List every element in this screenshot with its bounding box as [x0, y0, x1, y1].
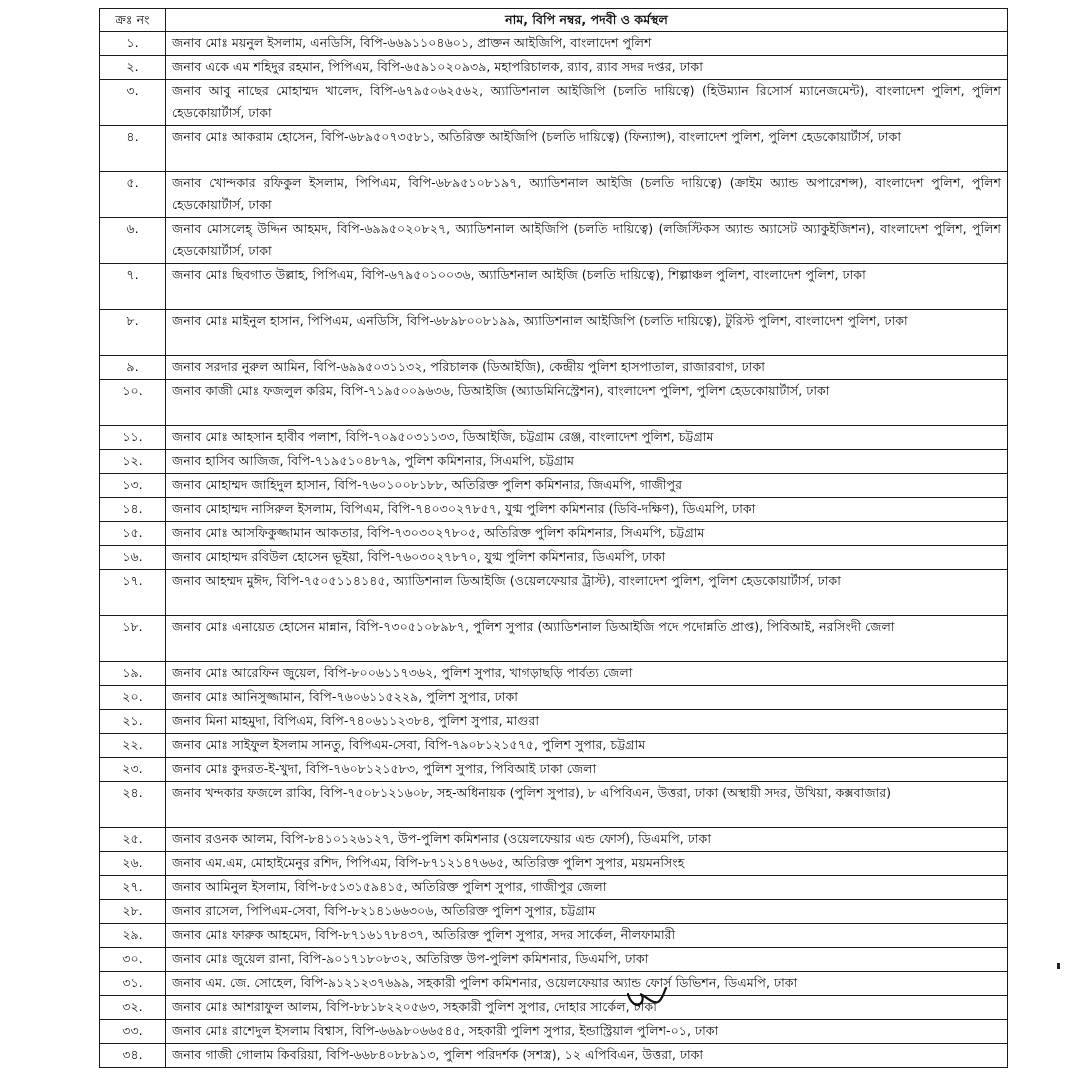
officer-details: জনাব মোঃ আহসান হাবীব পলাশ, বিপি-৭০৯৫০৩১১৩৩, ডিআইজি, চট্টগ্রাম রেঞ্জ, বাংলাদেশ পুলিশ, চট্টগ্রাম	[166, 426, 1008, 450]
serial-number: ১৭.	[100, 570, 166, 616]
officer-details: জনাব খোন্দকার রফিকুল ইসলাম, পিপিএম, বিপি-৬৮৯৫১০৮১৯৭, অ্যাডিশনাল আইজি (চলতি দায়িত্বে) (ক্রাইম অ্যান্ড অপারেশন্স), বাংলাদেশ পুলিশ, পুলিশ হেডকোয়ার্টার্স, ঢাকা	[166, 172, 1008, 218]
serial-number: ১৮.	[100, 616, 166, 662]
serial-number: ১০.	[100, 380, 166, 426]
officer-details: জনাব মোঃ আসফিকুজ্জামান আকতার, বিপি-৭৩০৩০২৭৮০৫, অতিরিক্ত পুলিশ কমিশনার, সিএমপি, চট্টগ্রাম	[166, 522, 1008, 546]
serial-number: ২৫.	[100, 828, 166, 852]
officer-details: জনাব মোঃ এনায়েত হোসেন মান্নান, বিপি-৭৩০৫১০৮৯৮৭, পুলিশ সুপার (অ্যাডিশনাল ডিআইজি পদে পদোন্নতি প্রাপ্ত), পিবিআই, নরসিংদী জেলা	[166, 616, 1008, 662]
table-row	[100, 876, 1008, 900]
table-row	[100, 310, 1008, 356]
table-row	[100, 996, 1008, 1020]
officer-details: জনাব কাজী মোঃ ফজলুল করিম, বিপি-৭১৯৫০০৯৬৩৬, ডিআইজি (অ্যাডমিনিস্ট্রেশন), বাংলাদেশ পুলিশ, পুলিশ হেডকোয়ার্টার্স, ঢাকা	[166, 380, 1008, 426]
officer-details: জনাব আহম্মদ মুঈদ, বিপি-৭৫০৫১১৪১৪৫, অ্যাডিশনাল ডিআইজি (ওয়েলফেয়ার ট্রাস্ট), বাংলাদেশ পুলিশ, পুলিশ হেডকোয়ার্টার্স, ঢাকা	[166, 570, 1008, 616]
officer-details: জনাব মোসলেহ্ উদ্দিন আহমদ, বিপি-৬৯৯৫০২০৮২৭, অ্যাডিশনাল আইজিপি (চলতি দায়িত্বে) (লজিস্টিকস অ্যান্ড অ্যাসেট অ্যাকুইজিশন), বাংলাদেশ পুলিশ, পুলিশ হেডকোয়ার্টার্স, ঢাকা	[166, 218, 1008, 264]
serial-number: ৩৩.	[100, 1020, 166, 1044]
serial-number: ২৮.	[100, 900, 166, 924]
table-row	[100, 782, 1008, 828]
table-row	[100, 426, 1008, 450]
officer-details: জনাব মোহাম্মদ নাসিরুল ইসলাম, বিপিএম, বিপি-৭৪০৩০২৭৮৫৭, যুগ্ম পুলিশ কমিশনার (ডিবি-দক্ষিণ), ডিএমপি, ঢাকা	[166, 498, 1008, 522]
serial-number: ৮.	[100, 310, 166, 356]
details-header: নাম, বিপি নম্বর, পদবী ও কর্মস্থল	[166, 9, 1008, 32]
table-row	[100, 474, 1008, 498]
serial-number: ৩.	[100, 80, 166, 126]
table-row	[100, 900, 1008, 924]
serial-number: ৪.	[100, 126, 166, 172]
serial-number: ১৪.	[100, 498, 166, 522]
serial-number: ৬.	[100, 218, 166, 264]
serial-number-header: ক্রঃ নং	[100, 9, 166, 32]
table-row	[100, 356, 1008, 380]
officer-list-table	[99, 8, 1008, 1068]
officer-details: জনাব একে এম শহিদুর রহমান, পিপিএম, বিপি-৬৫৯১০২০৯৩৯, মহাপরিচালক, র‌্যাব, র‌্যাব সদর দপ্তর, ঢাকা	[166, 56, 1008, 80]
table-row	[100, 126, 1008, 172]
table-row	[100, 522, 1008, 546]
officer-details: জনাব মোঃ কুদরত-ই-খুদা, বিপি-৭৬০৮১২১৫৮৩, পুলিশ সুপার, পিবিআই ঢাকা জেলা	[166, 758, 1008, 782]
table-row	[100, 710, 1008, 734]
officer-details: জনাব মোঃ আরেফিন জুয়েল, বিপি-৮০০৬১১৭৩৬২, পুলিশ সুপার, খাগড়াছড়ি পার্বত্য জেলা	[166, 662, 1008, 686]
serial-number: ২.	[100, 56, 166, 80]
table-row	[100, 498, 1008, 522]
serial-number: ২৩.	[100, 758, 166, 782]
table-header-row	[100, 9, 1008, 32]
table-row	[100, 828, 1008, 852]
serial-number: ২৯.	[100, 924, 166, 948]
table-row	[100, 56, 1008, 80]
serial-number: ২১.	[100, 710, 166, 734]
serial-number: ৫.	[100, 172, 166, 218]
officer-details: জনাব মোঃ আশরাফুল আলম, বিপি-৮৮১৮২২০৫৬৩, সহকারী পুলিশ সুপার, দোহার সার্কেল, ঢাকা	[166, 996, 1008, 1020]
officer-details: জনাব আমিনুল ইসলাম, বিপি-৮৫১৩১৫৯৪১৫, অতিরিক্ত পুলিশ সুপার, গাজীপুর জেলা	[166, 876, 1008, 900]
serial-number: ৩০.	[100, 948, 166, 972]
table-row	[100, 1020, 1008, 1044]
serial-number: ১১.	[100, 426, 166, 450]
serial-number: ২০.	[100, 686, 166, 710]
table-row	[100, 218, 1008, 264]
officer-details: জনাব মোঃ রাশেদুল ইসলাম বিশ্বাস, বিপি-৬৬৯৮০৬৬৫৪৫, সহকারী পুলিশ সুপার, ইন্ডাস্ট্রিয়াল পুলিশ-০১, ঢাকা	[166, 1020, 1008, 1044]
serial-number: ২৪.	[100, 782, 166, 828]
officer-details: জনাব খন্দকার ফজলে রাব্বি, বিপি-৭৫০৮১২১৬০৮, সহ-অধিনায়ক (পুলিশ সুপার), ৮ এপিবিএন, উত্তরা, ঢাকা (অস্থায়ী সদর, উখিয়া, কক্সবাজার)	[166, 782, 1008, 828]
officer-details: জনাব মোঃ ছিবগাত উল্লাহ, পিপিএম, বিপি-৬৭৯৫০১০০৩৬, অ্যাডিশনাল আইজি (চলতি দায়িত্বে), শিল্পাঞ্চল পুলিশ, বাংলাদেশ পুলিশ, ঢাকা	[166, 264, 1008, 310]
serial-number: ১৬.	[100, 546, 166, 570]
officer-details: জনাব গাজী গোলাম কিবরিয়া, বিপি-৬৬৮৪০৮৮৯১৩, পুলিশ পরিদর্শক (সশস্ত্র), ১২ এপিবিএন, উত্তরা, ঢাকা	[166, 1044, 1008, 1068]
serial-number: ১.	[100, 32, 166, 56]
officer-details: জনাব রাসেল, পিপিএম-সেবা, বিপি-৮২১৪১৬৬৩০৬, অতিরিক্ত পুলিশ সুপার, চট্টগ্রাম	[166, 900, 1008, 924]
table-row	[100, 380, 1008, 426]
officer-details: জনাব এম. জে. সোহেল, বিপি-৯১২১২৩৭৬৯৯, সহকারী পুলিশ কমিশনার, ওয়েলফেয়ার অ্যান্ড ফোর্স ডিভিশন, ডিএমপি, ঢাকা	[166, 972, 1008, 996]
serial-number: ২৬.	[100, 852, 166, 876]
serial-number: ১৯.	[100, 662, 166, 686]
serial-number: ৯.	[100, 356, 166, 380]
table-row	[100, 972, 1008, 996]
table-row	[100, 80, 1008, 126]
officer-details: জনাব আবু নাছের মোহাম্মদ খালেদ, বিপি-৬৭৯৫০৬২৫৬২, অ্যাডিশনাল আইজিপি (চলতি দায়িত্বে) (হিউম্যান রিসোর্স ম্যানেজমেন্ট), বাংলাদেশ পুলিশ, পুলিশ হেডকোয়ার্টার্স, ঢাকা	[166, 80, 1008, 126]
table-row	[100, 758, 1008, 782]
signature-mark	[622, 984, 670, 1010]
table-row	[100, 1044, 1008, 1068]
serial-number: ৭.	[100, 264, 166, 310]
officer-details: জনাব মোঃ আনিসুজ্জামান, বিপি-৭৬০৬১১৫২২৯, পুলিশ সুপার, ঢাকা	[166, 686, 1008, 710]
table-row	[100, 264, 1008, 310]
table-row	[100, 546, 1008, 570]
officer-details: জনাব মোঃ মাইনুল হাসান, পিপিএম, এনডিসি, বিপি-৬৮৯৮০০৮১৯৯, অ্যাডিশনাল আইজিপি (চলতি দায়িত্বে), টুরিস্ট পুলিশ, বাংলাদেশ পুলিশ, ঢাকা	[166, 310, 1008, 356]
scan-speck	[1057, 963, 1060, 969]
table-row	[100, 662, 1008, 686]
table-row	[100, 32, 1008, 56]
officer-details: জনাব মোঃ জুয়েল রানা, বিপি-৯০১৭১৮০৮৩২, অতিরিক্ত উপ-পুলিশ কমিশনার, ডিএমপি, ঢাকা	[166, 948, 1008, 972]
table-row	[100, 924, 1008, 948]
serial-number: ২২.	[100, 734, 166, 758]
serial-number: ১৫.	[100, 522, 166, 546]
table-row	[100, 616, 1008, 662]
serial-number: ১২.	[100, 450, 166, 474]
officer-details: জনাব এম.এম, মোহাইমেনুর রশিদ, পিপিএম, বিপি-৮৭১২১৪৭৬৬৫, অতিরিক্ত পুলিশ সুপার, ময়মনসিংহ	[166, 852, 1008, 876]
officer-details: জনাব মোঃ আকরাম হোসেন, বিপি-৬৮৯৫০৭৩৫৮১, অতিরিক্ত আইজিপি (চলতি দায়িত্বে) (ফিন্যান্স), বাংলাদেশ পুলিশ, পুলিশ হেডকোয়ার্টার্স, ঢাকা	[166, 126, 1008, 172]
officer-details: জনাব রওনক আলম, বিপি-৮৪১০১২৬১২৭, উপ-পুলিশ কমিশনার (ওয়েলফেয়ার এন্ড ফোর্স), ডিএমপি, ঢাকা	[166, 828, 1008, 852]
serial-number: ৩৪.	[100, 1044, 166, 1068]
officer-details: জনাব মোঃ ফারুক আহমেদ, বিপি-৮৭১৬১৭৮৪৩৭, অতিরিক্ত পুলিশ সুপার, সদর সার্কেল, নীলফামারী	[166, 924, 1008, 948]
table-row	[100, 172, 1008, 218]
serial-number: ১৩.	[100, 474, 166, 498]
serial-number: ৩২.	[100, 996, 166, 1020]
table-row	[100, 686, 1008, 710]
table-row	[100, 852, 1008, 876]
table-row	[100, 450, 1008, 474]
officer-details: জনাব সরদার নুরুল আমিন, বিপি-৬৯৯৫০৩১১৩২, পরিচালক (ডিআইজি), কেন্দ্রীয় পুলিশ হাসপাতাল, রাজারবাগ, ঢাকা	[166, 356, 1008, 380]
officer-details: জনাব মোহাম্মদ রবিউল হোসেন ভূইয়া, বিপি-৭৬০৩০২৭৮৭০, যুগ্ম পুলিশ কমিশনার, ডিএমপি, ঢাকা	[166, 546, 1008, 570]
officer-details: জনাব হাসিব আজিজ, বিপি-৭১৯৫১০৪৮৭৯, পুলিশ কমিশনার, সিএমপি, চট্টগ্রাম	[166, 450, 1008, 474]
table-row	[100, 734, 1008, 758]
table-row	[100, 948, 1008, 972]
table-row	[100, 570, 1008, 616]
serial-number: ৩১.	[100, 972, 166, 996]
officer-details: জনাব মোহাম্মদ জাহিদুল হাসান, বিপি-৭৬০১০০৮১৮৮, অতিরিক্ত পুলিশ কমিশনার, জিএমপি, গাজীপুর	[166, 474, 1008, 498]
officer-details: জনাব মোঃ সাইফুল ইসলাম সানতু, বিপিএম-সেবা, বিপি-৭৯০৮১২১৫৭৫, পুলিশ সুপার, চট্টগ্রাম	[166, 734, 1008, 758]
officer-details: জনাব মোঃ ময়নুল ইসলাম, এনডিসি, বিপি-৬৬৯১১০৪৬০১, প্রাক্তন আইজিপি, বাংলাদেশ পুলিশ	[166, 32, 1008, 56]
serial-number: ২৭.	[100, 876, 166, 900]
officer-details: জনাব মিনা মাহমুদা, বিপিএম, বিপি-৭৪০৬১১২৩৮৪, পুলিশ সুপার, মাগুরা	[166, 710, 1008, 734]
